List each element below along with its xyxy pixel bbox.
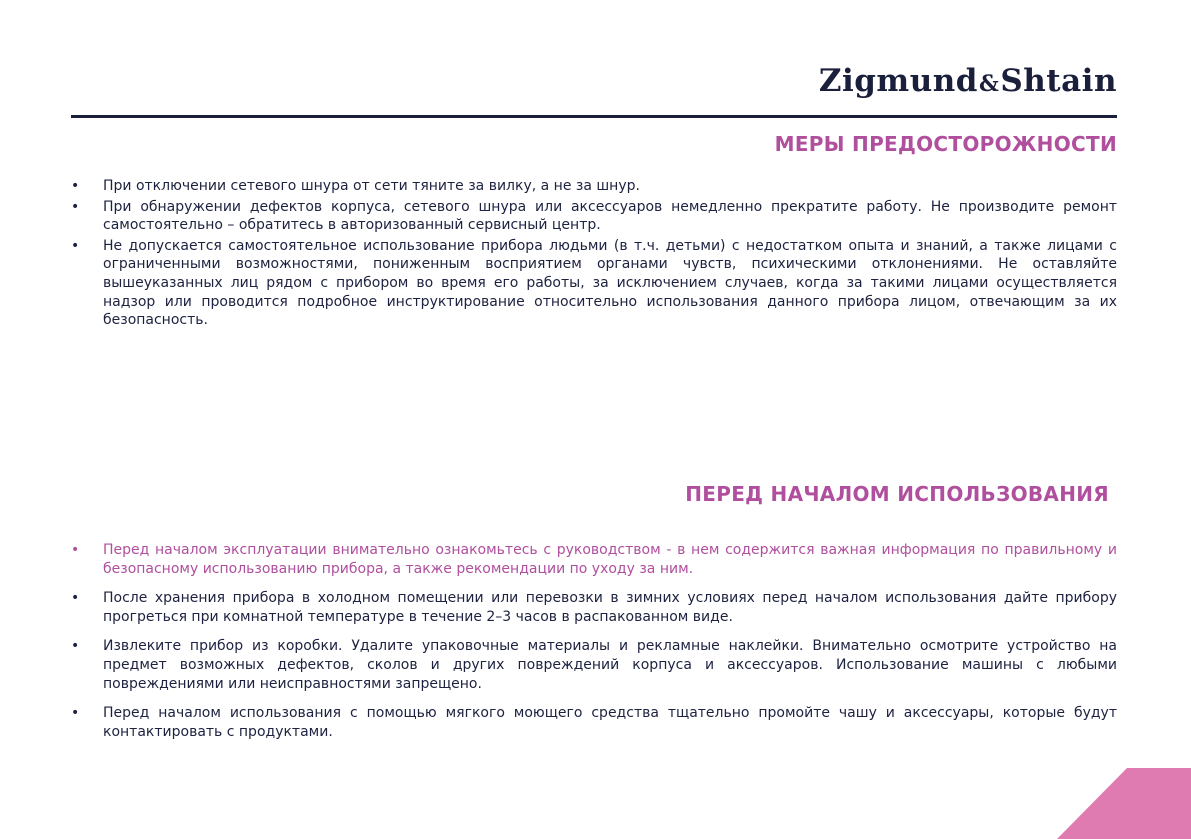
before-use-list bbox=[71, 541, 1117, 752]
list-item-text: Перед началом эксплуатации внимательно ознакомьтесь с руководством - в нем содержится важная информация по правильному и безопасному использованию прибора, а также рекомендации по уходу за ним. bbox=[103, 542, 1117, 577]
list-item-text: Не допускается самостоятельное использование прибора людьми (в т.ч. детьми) с недостатком опыта и знаний, а также лицами с ограниченными возможностями, пониженным восприятием органами чувств, психическими отклонениями. Не оставляйте вышеуказанных лиц рядом с прибором во время его работы, за исключением случаев, когда за такими лицами осуществляется надзор или проводится подробное инструктирование относительно использования данного прибора лицом, отвечающим за их безопасность. bbox=[103, 237, 1117, 329]
precautions-list bbox=[71, 177, 1117, 332]
section-title-precautions: МЕРЫ ПРЕДОСТОРОЖНОСТИ bbox=[774, 132, 1117, 156]
section-title-before-use: ПЕРЕД НАЧАЛОМ ИСПОЛЬЗОВАНИЯ bbox=[685, 482, 1109, 506]
bullet-icon: • bbox=[71, 705, 80, 722]
list-item bbox=[71, 589, 1117, 626]
list-item-text: Извлеките прибор из коробки. Удалите упаковочные материалы и рекламные наклейки. Внимательно осмотрите устройство на предмет возможных дефектов, сколов и других повреждений корпуса и аксессуаров. Использование машины с любыми повреждениями или неисправностями запрещено. bbox=[103, 638, 1117, 692]
header-divider bbox=[71, 115, 1117, 118]
list-item-text: При отключении сетевого шнура от сети тяните за вилку, а не за шнур. bbox=[103, 178, 640, 194]
bullet-icon: • bbox=[71, 237, 80, 254]
bullet-icon: • bbox=[71, 198, 80, 215]
brand-logo bbox=[818, 63, 1117, 99]
list-item bbox=[71, 541, 1117, 578]
corner-decoration bbox=[1057, 768, 1191, 839]
list-item bbox=[71, 198, 1117, 235]
logo-text-first: Zigmund bbox=[818, 63, 978, 99]
bullet-icon: • bbox=[71, 638, 80, 655]
list-item bbox=[71, 177, 1117, 196]
list-item-text: Перед началом использования с помощью мягкого моющего средства тщательно промойте чашу и аксессуары, которые будут контактировать с продуктами. bbox=[103, 705, 1117, 740]
list-item-text: После хранения прибора в холодном помещении или перевозки в зимних условиях перед началом использования дайте прибору прогреться при комнатной температуре в течение 2–3 часов в распакованном виде. bbox=[103, 590, 1117, 625]
list-item bbox=[71, 704, 1117, 741]
list-item-text: При обнаружении дефектов корпуса, сетевого шнура или аксессуаров немедленно прекратите работу. Не производите ремонт самостоятельно – обратитесь в авторизованный сервисный центр. bbox=[103, 198, 1117, 234]
bullet-icon: • bbox=[71, 590, 80, 607]
bullet-icon: • bbox=[71, 542, 80, 558]
bullet-icon: • bbox=[71, 178, 80, 194]
corner-triangle bbox=[1057, 768, 1191, 839]
list-item bbox=[71, 237, 1117, 330]
list-item bbox=[71, 637, 1117, 693]
logo-ampersand: & bbox=[978, 71, 1000, 97]
logo-text-second: Shtain bbox=[1000, 63, 1117, 99]
